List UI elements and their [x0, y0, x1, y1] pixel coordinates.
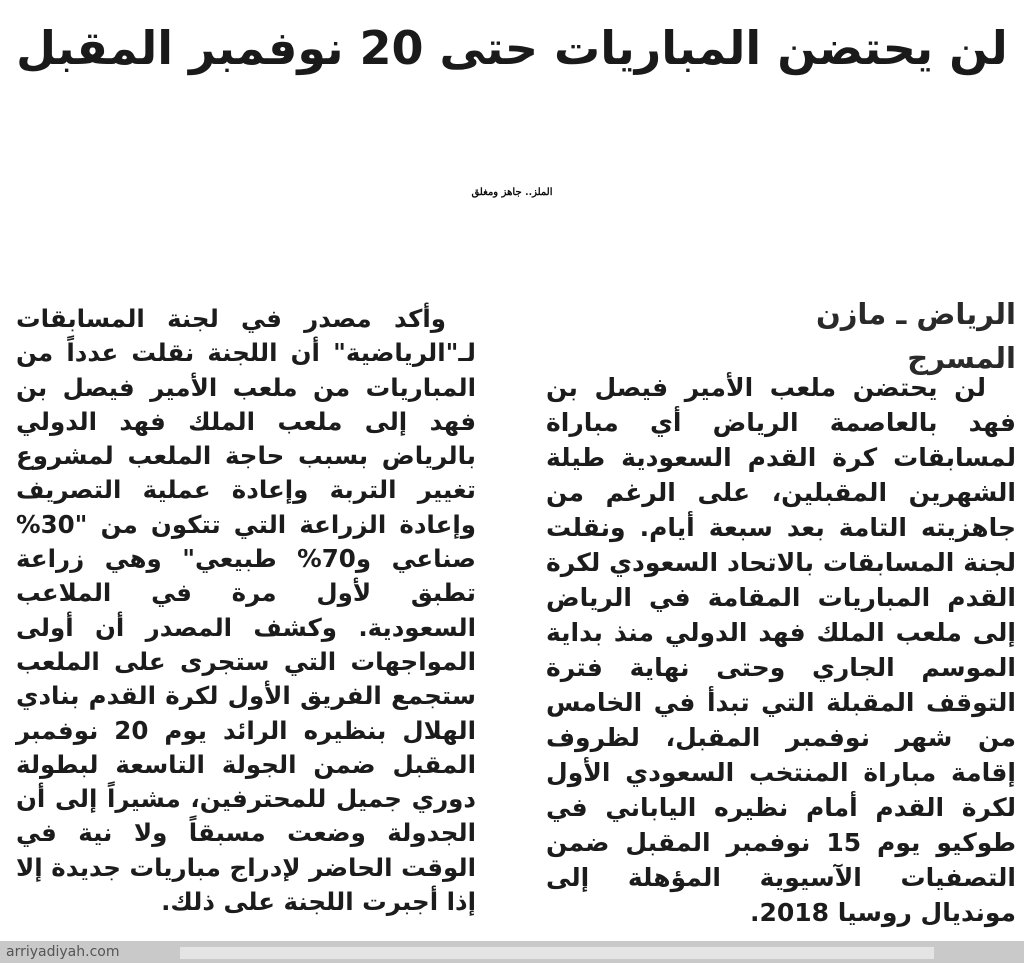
article-headline: الملز.. جاهز ومغلق: [471, 187, 553, 198]
article-byline: الرياض ـ مازن المسرج: [815, 297, 1016, 375]
column-divider: [494, 300, 495, 920]
footer-stripe: [180, 947, 934, 959]
article-overline: لن يحتضن المباريات حتى 20 نوفمبر المقبل: [16, 21, 1008, 75]
footer-bar: [0, 941, 1024, 963]
article-column-right: لن يحتضن ملعب الأمير فيصل بن فهد بالعاصمة الرياض أي مباراة لمسابقات كرة القدم السعودية طيلة الشهرين المقبلين، على الرغم من جاهزيته التامة بعد سبعة أيام. ونقلت لجنة المسابقات بالاتحاد السعودي لكرة القدم المباريات المقامة في الرياض إلى ملعب الملك فهد الدولي منذ بداية الموسم الجاري وحتى نهاية فترة التوقف المقبلة التي تبدأ في الخامس من شهر نوفمبر المقبل، لظروف إقامة مباراة المنتخب السعودي الأول لكرة القدم أمام نظيره الياباني في طوكيو يوم 15 نوفمبر المقبل ضمن التصفيات الآسيوية المؤهلة إلى مونديال روسيا 2018.: [546, 373, 1016, 927]
site-watermark: arriyadiyah.com: [6, 944, 120, 960]
article-column-left: وأكد مصدر في لجنة المسابقات لـ"الرياضية" أن اللجنة نقلت عدداً من المباريات من ملعب الأمير فيصل بن فهد إلى ملعب الملك فهد الدولي بالرياض بسبب حاجة الملعب لمشروع تغيير التربة وإعادة عملية التصريف وإعادة الزراعة التي تتكون من "30% صناعي و70% طبيعي" وهي زراعة تطبق لأول مرة في الملاعب السعودية. وكشف المصدر أن أولى المواجهات التي ستجرى على الملعب ستجمع الفريق الأول لكرة القدم بنادي الهلال بنظيره الرائد يوم 20 نوفمبر المقبل ضمن الجولة التاسعة لبطولة دوري جميل للمحترفين، مشيراً إلى أن الجدولة وضعت مسبقاً ولا نية في الوقت الحاضر لإدراج مباريات جديدة إلا إذا أجبرت اللجنة على ذلك.: [16, 304, 476, 917]
